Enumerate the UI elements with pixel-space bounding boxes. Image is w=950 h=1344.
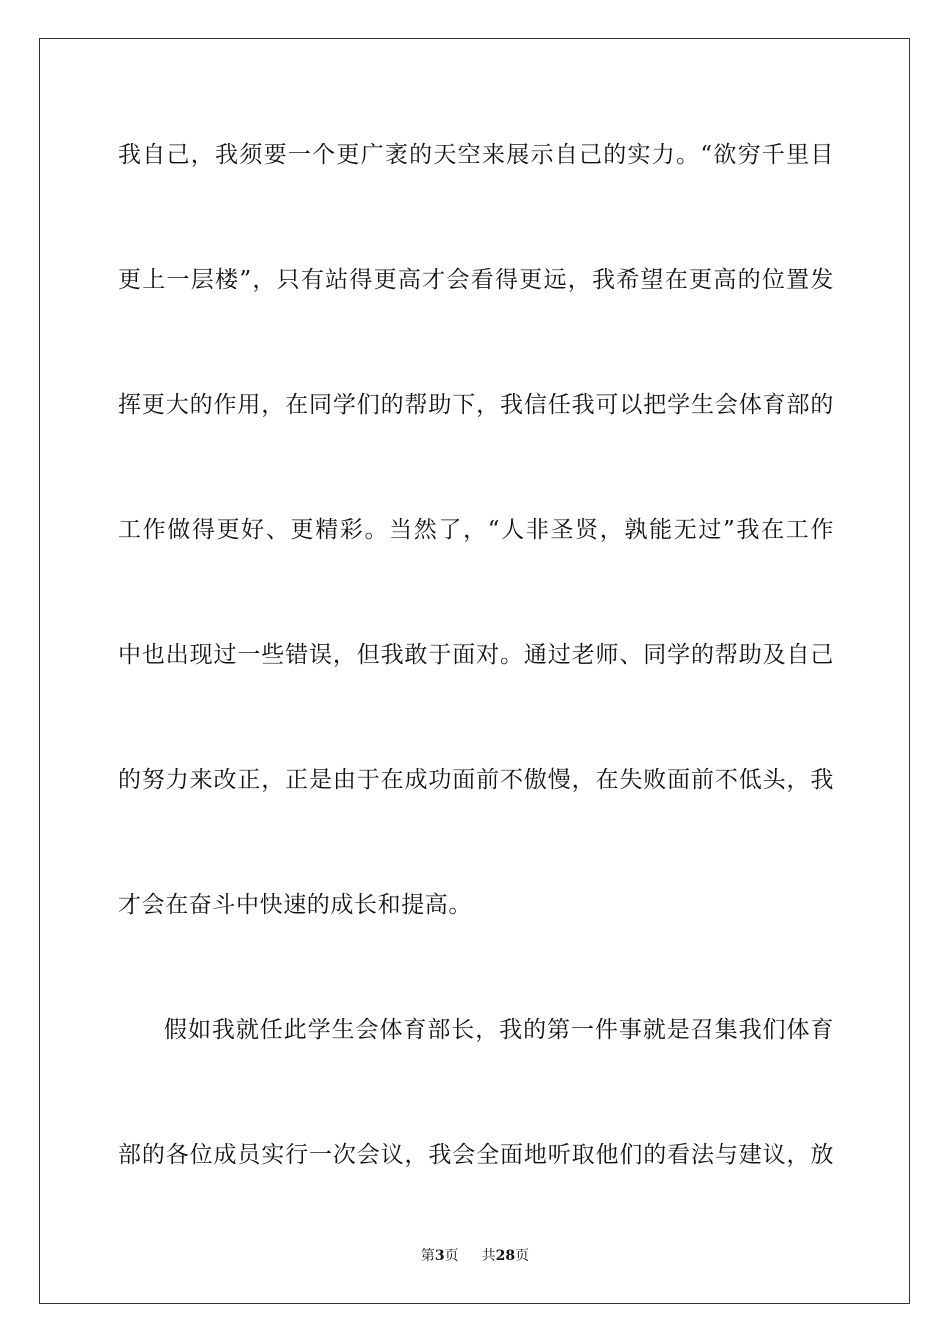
page-prefix: 第: [420, 1248, 435, 1264]
text-line: 才会在奋斗中快速的成长和提高。: [118, 892, 472, 918]
page-footer: [0, 1246, 950, 1266]
total-suffix: 页: [515, 1248, 530, 1264]
text-line: 我自己，我须要一个更广袤的天空来展示自己的实力。“欲穷千里目: [118, 142, 834, 168]
text-line: 工作做得更好、更精彩。当然了，“人非圣贤，孰能无过”我在工作: [118, 517, 834, 543]
total-prefix: 共: [481, 1248, 496, 1264]
text-line: 更上一层楼”，只有站得更高才会看得更远，我希望在更高的位置发: [118, 267, 834, 293]
text-line-indented: 假如我就任此学生会体育部长，我的第一件事就是召集我们体育: [164, 1017, 834, 1043]
total-pages: 28: [495, 1248, 516, 1264]
text-line: 部的各位成员实行一次会议，我会全面地听取他们的看法与建议，放: [118, 1142, 834, 1168]
page-border: [39, 38, 910, 1304]
page-suffix: 页: [444, 1248, 459, 1264]
text-line: 的努力来改正，正是由于在成功面前不傲慢，在失败面前不低头，我: [118, 767, 834, 793]
page-number: 3: [434, 1248, 445, 1264]
text-line: 中也出现过一些错误，但我敢于面对。通过老师、同学的帮助及自己: [118, 642, 834, 668]
text-line: 挥更大的作用，在同学们的帮助下，我信任我可以把学生会体育部的: [118, 392, 834, 418]
